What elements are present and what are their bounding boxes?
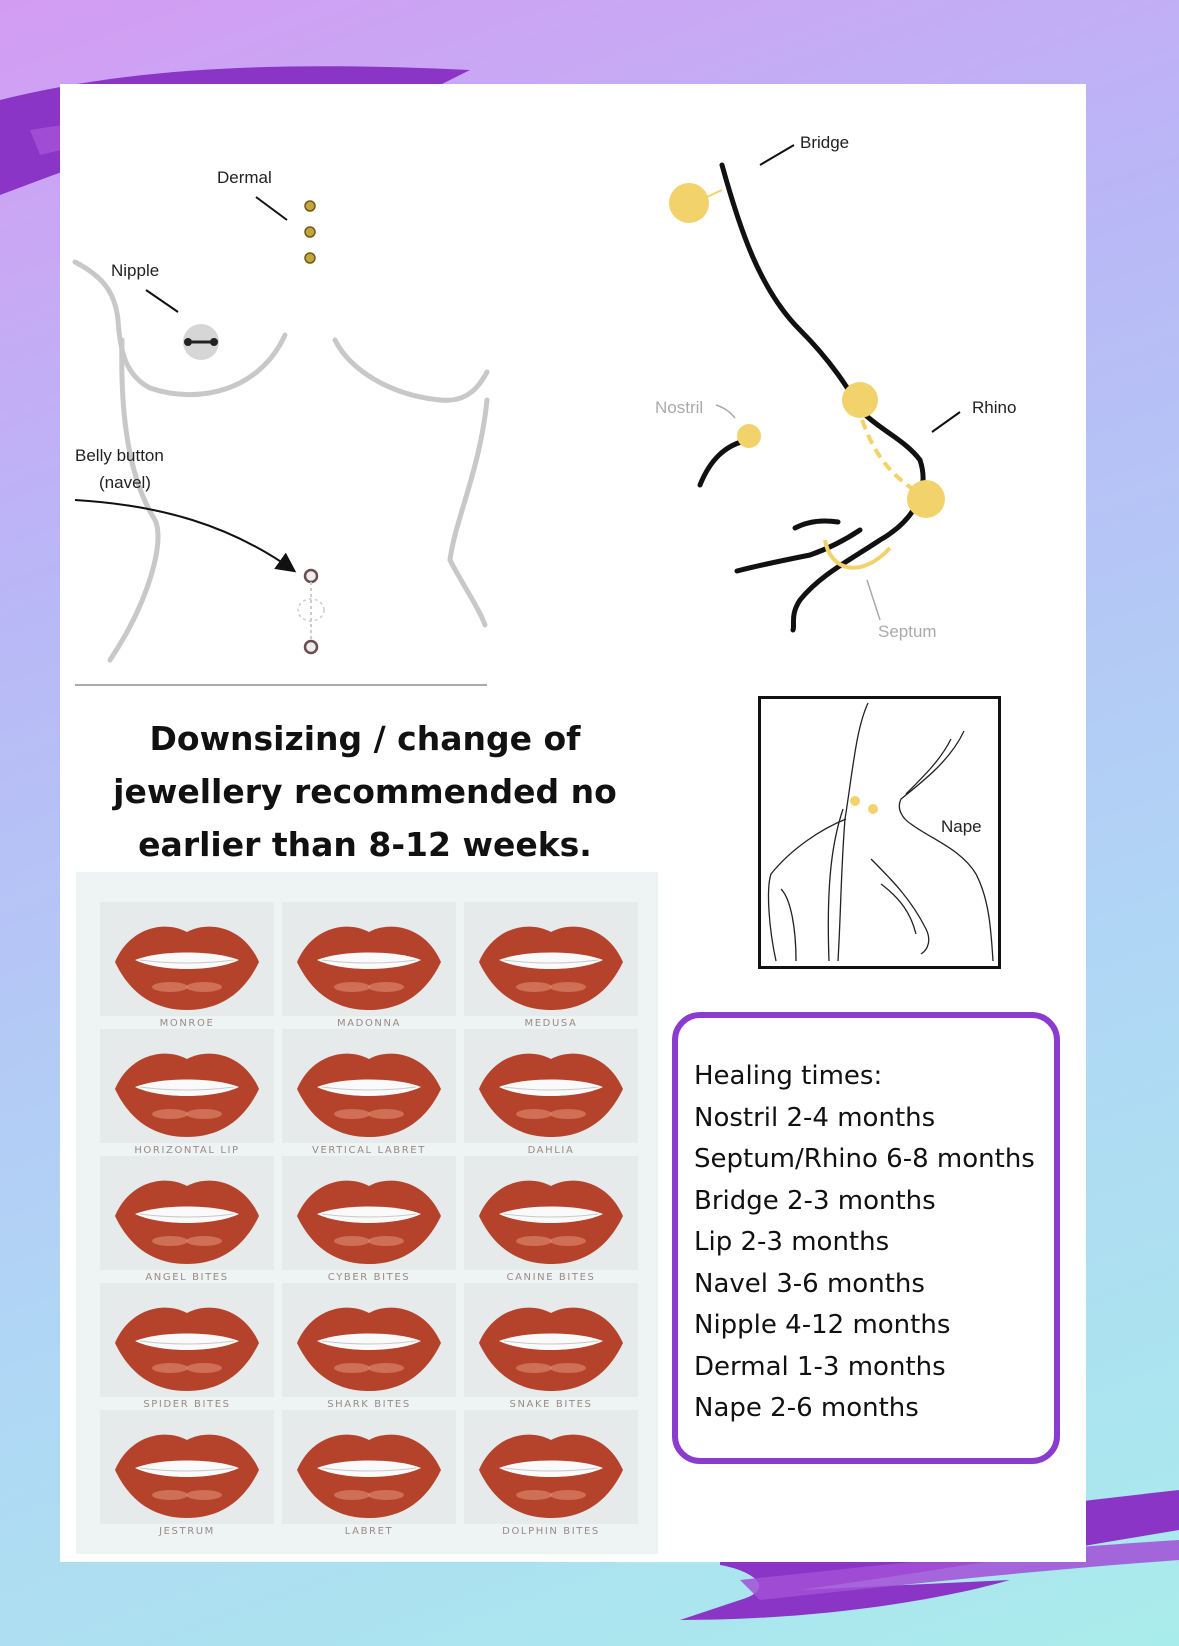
lips-icon xyxy=(282,1029,456,1143)
lip-cell xyxy=(282,902,456,1016)
lips-icon xyxy=(100,902,274,1016)
healing-item: Navel 3-6 months xyxy=(694,1268,925,1299)
nostril-label: Nostril xyxy=(655,398,704,417)
healing-item: Bridge 2-3 months xyxy=(694,1185,936,1216)
lip-cell xyxy=(100,1029,274,1143)
lip-cell xyxy=(100,1283,274,1397)
lip-cell xyxy=(464,902,638,1016)
nape-diagram xyxy=(758,696,1001,969)
belly-label-line1: Belly button xyxy=(75,446,164,465)
healing-times-box xyxy=(672,1012,1060,1464)
healing-item: Lip 2-3 months xyxy=(694,1227,890,1257)
lip-cell xyxy=(100,1410,274,1524)
lip-caption: ANGEL BITES xyxy=(145,1272,229,1283)
dermal-label: Dermal xyxy=(217,168,272,187)
nape-label: Nape xyxy=(941,817,982,836)
headline-line-3: earlier than 8-12 weeks. xyxy=(138,825,592,864)
healing-item: Septum/Rhino 6-8 months xyxy=(694,1144,1035,1174)
headline-line-2: jewellery recommended no xyxy=(113,772,617,811)
lip-caption: HORIZONTAL LIP xyxy=(134,1145,240,1156)
lips-icon xyxy=(100,1156,274,1270)
lips-icon xyxy=(464,902,638,1016)
lips-icon xyxy=(100,1410,274,1524)
lip-caption: SNAKE BITES xyxy=(509,1399,593,1410)
lip-cell xyxy=(100,1156,274,1270)
lip-piercings-chart xyxy=(76,872,658,1554)
lip-cell xyxy=(282,1410,456,1524)
lips-icon xyxy=(464,1029,638,1143)
lips-icon xyxy=(100,1029,274,1143)
belly-label-line2: (navel) xyxy=(99,473,151,492)
lip-cell xyxy=(282,1029,456,1143)
lip-caption: CYBER BITES xyxy=(327,1272,411,1283)
lip-cell xyxy=(282,1156,456,1270)
lip-caption: JESTRUM xyxy=(159,1526,215,1537)
lips-icon xyxy=(282,1283,456,1397)
rhino-label: Rhino xyxy=(972,398,1017,417)
healing-item: Dermal 1-3 months xyxy=(694,1351,946,1382)
healing-item: Nipple 4-12 months xyxy=(694,1310,951,1340)
lips-icon xyxy=(282,902,456,1016)
lip-caption: DOLPHIN BITES xyxy=(502,1526,600,1537)
headline-line-1: Downsizing / change of xyxy=(149,719,581,758)
lips-icon xyxy=(282,1156,456,1270)
septum-label: Septum xyxy=(878,622,937,641)
lip-caption: VERTICAL LABRET xyxy=(312,1145,426,1156)
lips-icon xyxy=(464,1410,638,1524)
lips-icon xyxy=(464,1156,638,1270)
lip-caption: MEDUSA xyxy=(524,1018,578,1029)
healing-item: Nape 2-6 months xyxy=(694,1393,919,1423)
lips-icon xyxy=(100,1283,274,1397)
lip-cell xyxy=(464,1410,638,1524)
downsizing-headline xyxy=(90,712,640,871)
healing-times-title: Healing times: xyxy=(694,1061,883,1091)
lip-caption: CANINE BITES xyxy=(506,1272,596,1283)
lip-cell xyxy=(100,902,274,1016)
lip-caption: DAHLIA xyxy=(527,1145,575,1156)
lips-icon xyxy=(464,1283,638,1397)
nipple-label: Nipple xyxy=(111,261,160,280)
lip-caption: MADONNA xyxy=(336,1018,402,1029)
lip-cell xyxy=(464,1156,638,1270)
bridge-label: Bridge xyxy=(800,133,850,152)
lip-caption: MONROE xyxy=(159,1018,215,1029)
lip-caption: SPIDER BITES xyxy=(143,1399,231,1410)
lip-caption: LABRET xyxy=(344,1526,394,1537)
healing-item: Nostril 2-4 months xyxy=(694,1102,936,1133)
lip-cell xyxy=(464,1029,638,1143)
lip-caption: SHARK BITES xyxy=(327,1399,411,1410)
lips-icon xyxy=(282,1410,456,1524)
lip-cell xyxy=(464,1283,638,1397)
lip-cell xyxy=(282,1283,456,1397)
